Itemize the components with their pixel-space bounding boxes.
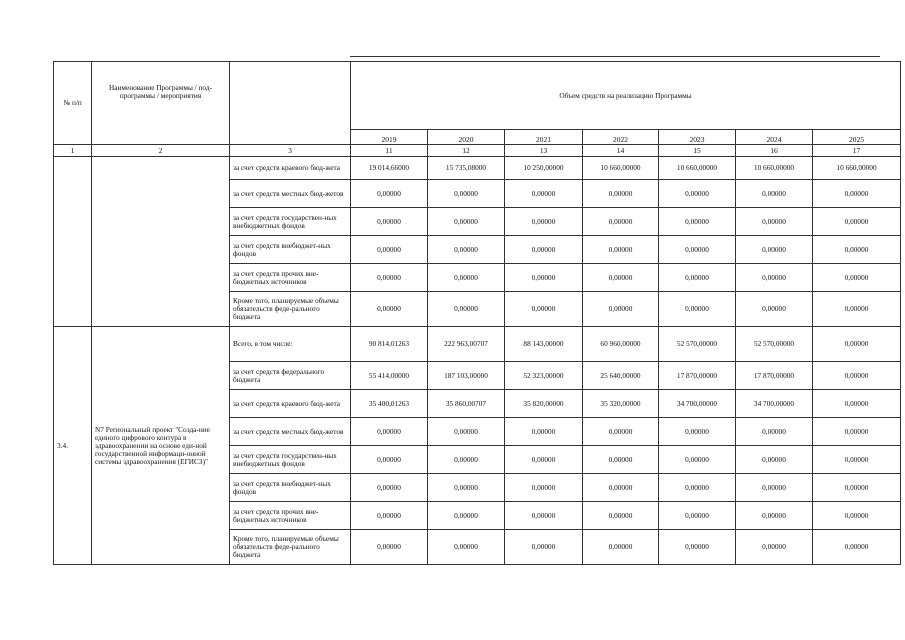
funding-value-2024: 34 700,00000 bbox=[736, 390, 813, 418]
funding-value-2022: 0,00000 bbox=[583, 264, 659, 292]
header-num: № п/п bbox=[54, 62, 92, 145]
funding-value-2019: 0,00000 bbox=[351, 418, 428, 446]
funding-value-2021: 35 820,00000 bbox=[505, 390, 583, 418]
funding-value-2022: 0,00000 bbox=[583, 502, 659, 530]
header-blank bbox=[230, 62, 351, 145]
funding-value-2021: 0,00000 bbox=[505, 208, 583, 236]
funding-value-2022: 35 320,00000 bbox=[583, 390, 659, 418]
funding-value-2023: 0,00000 bbox=[659, 208, 736, 236]
funding-value-2025: 0,00000 bbox=[813, 362, 901, 390]
funding-value-2020: 187 103,00000 bbox=[428, 362, 505, 390]
funding-value-2025: 0,00000 bbox=[813, 236, 901, 264]
funding-value-2021: 0,00000 bbox=[505, 264, 583, 292]
funding-value-2020: 35 860,00707 bbox=[428, 390, 505, 418]
program-name: N7 Региональный проект "Созда-ние единого цифрового контура в здравоохранении на основе еди-ной государственной информаци-онной системы здравоохранения (ЕГИСЗ)" bbox=[92, 327, 230, 565]
funding-value-2021: 88 143,00000 bbox=[505, 327, 583, 362]
year-2025: 2025 bbox=[813, 130, 901, 145]
funding-source: Кроме того, планируемые объемы обязательств феде-рального бюджета bbox=[230, 292, 351, 327]
funding-value-2022: 25 640,00000 bbox=[583, 362, 659, 390]
funding-value-2022: 0,00000 bbox=[583, 208, 659, 236]
funding-value-2025: 0,00000 bbox=[813, 264, 901, 292]
col-index: 17 bbox=[813, 145, 901, 157]
funding-value-2024: 0,00000 bbox=[736, 502, 813, 530]
funding-value-2024: 0,00000 bbox=[736, 180, 813, 208]
column-index-row bbox=[54, 145, 901, 157]
funding-value-2021: 0,00000 bbox=[505, 180, 583, 208]
funding-value-2019: 0,00000 bbox=[351, 474, 428, 502]
table-row bbox=[54, 327, 901, 362]
funding-source: за счет средств государствен-ных внебюджетных фондов bbox=[230, 208, 351, 236]
funding-source: Всего, в том числе: bbox=[230, 327, 351, 362]
funding-value-2024: 0,00000 bbox=[736, 236, 813, 264]
funding-value-2023: 0,00000 bbox=[659, 236, 736, 264]
col-index: 1 bbox=[54, 145, 92, 157]
row-number bbox=[54, 157, 92, 327]
funding-value-2024: 0,00000 bbox=[736, 418, 813, 446]
top-border-line bbox=[350, 56, 880, 57]
funding-value-2022: 0,00000 bbox=[583, 474, 659, 502]
year-2020: 2020 bbox=[428, 130, 505, 145]
funding-value-2019: 0,00000 bbox=[351, 236, 428, 264]
funding-value-2019: 35 400,01263 bbox=[351, 390, 428, 418]
funding-value-2019: 19 014,66000 bbox=[351, 157, 428, 180]
funding-value-2021: 52 323,00000 bbox=[505, 362, 583, 390]
funding-value-2020: 0,00000 bbox=[428, 418, 505, 446]
funding-value-2025: 0,00000 bbox=[813, 446, 901, 474]
funding-value-2020: 0,00000 bbox=[428, 446, 505, 474]
col-index: 11 bbox=[351, 145, 428, 157]
funding-value-2019: 0,00000 bbox=[351, 446, 428, 474]
row-number: 3.4. bbox=[54, 327, 92, 565]
year-2019: 2019 bbox=[351, 130, 428, 145]
funding-value-2019: 0,00000 bbox=[351, 180, 428, 208]
col-index: 15 bbox=[659, 145, 736, 157]
header-volume: Объем средств на реализацию Программы bbox=[351, 62, 901, 130]
funding-value-2023: 52 570,00000 bbox=[659, 327, 736, 362]
funding-value-2020: 0,00000 bbox=[428, 236, 505, 264]
funding-value-2021: 0,00000 bbox=[505, 502, 583, 530]
funding-value-2022: 0,00000 bbox=[583, 236, 659, 264]
header-name: Наименование Программы / под-программы / мероприятия bbox=[92, 62, 230, 145]
funding-source: за счет средств краевого бюд-жета bbox=[230, 390, 351, 418]
funding-value-2019: 90 814,01263 bbox=[351, 327, 428, 362]
funding-value-2019: 0,00000 bbox=[351, 264, 428, 292]
funding-value-2023: 34 700,00000 bbox=[659, 390, 736, 418]
table-row bbox=[54, 157, 901, 180]
funding-value-2024: 0,00000 bbox=[736, 208, 813, 236]
funding-value-2022: 60 960,00000 bbox=[583, 327, 659, 362]
funding-value-2020: 0,00000 bbox=[428, 474, 505, 502]
funding-value-2024: 17 870,00000 bbox=[736, 362, 813, 390]
funding-value-2023: 0,00000 bbox=[659, 502, 736, 530]
col-index: 13 bbox=[505, 145, 583, 157]
funding-value-2025: 0,00000 bbox=[813, 502, 901, 530]
funding-value-2023: 10 660,00000 bbox=[659, 157, 736, 180]
funding-value-2020: 15 735,08000 bbox=[428, 157, 505, 180]
col-index: 12 bbox=[428, 145, 505, 157]
funding-value-2021: 0,00000 bbox=[505, 474, 583, 502]
funding-value-2025: 0,00000 bbox=[813, 327, 901, 362]
funding-value-2020: 0,00000 bbox=[428, 502, 505, 530]
funding-value-2021: 0,00000 bbox=[505, 292, 583, 327]
funding-value-2024: 0,00000 bbox=[736, 474, 813, 502]
funding-source: за счет средств прочих вне-бюджетных источников bbox=[230, 502, 351, 530]
funding-value-2025: 0,00000 bbox=[813, 418, 901, 446]
funding-value-2021: 0,00000 bbox=[505, 530, 583, 565]
funding-value-2020: 0,00000 bbox=[428, 208, 505, 236]
funding-value-2022: 0,00000 bbox=[583, 418, 659, 446]
funding-value-2021: 0,00000 bbox=[505, 418, 583, 446]
funding-value-2021: 0,00000 bbox=[505, 236, 583, 264]
funding-source: за счет средств федерального бюджета bbox=[230, 362, 351, 390]
funding-value-2022: 0,00000 bbox=[583, 530, 659, 565]
program-name bbox=[92, 157, 230, 327]
funding-value-2023: 0,00000 bbox=[659, 418, 736, 446]
funding-value-2024: 0,00000 bbox=[736, 530, 813, 565]
funding-value-2024: 0,00000 bbox=[736, 264, 813, 292]
funding-value-2022: 0,00000 bbox=[583, 292, 659, 327]
funding-value-2024: 52 570,00000 bbox=[736, 327, 813, 362]
funding-source: за счет средств местных бюд-жетов bbox=[230, 418, 351, 446]
funding-value-2025: 0,00000 bbox=[813, 180, 901, 208]
funding-value-2019: 0,00000 bbox=[351, 530, 428, 565]
funding-value-2019: 0,00000 bbox=[351, 292, 428, 327]
funding-value-2025: 0,00000 bbox=[813, 474, 901, 502]
funding-value-2019: 0,00000 bbox=[351, 208, 428, 236]
funding-value-2025: 0,00000 bbox=[813, 530, 901, 565]
funding-value-2023: 0,00000 bbox=[659, 180, 736, 208]
funding-value-2020: 0,00000 bbox=[428, 264, 505, 292]
funding-value-2022: 0,00000 bbox=[583, 446, 659, 474]
funding-value-2021: 10 250,00000 bbox=[505, 157, 583, 180]
funding-value-2025: 0,00000 bbox=[813, 292, 901, 327]
col-index: 2 bbox=[92, 145, 230, 157]
funding-source: за счет средств внебюджет-ных фондов bbox=[230, 236, 351, 264]
funding-source: за счет средств краевого бюд-жета bbox=[230, 157, 351, 180]
funding-value-2020: 0,00000 bbox=[428, 530, 505, 565]
col-index: 3 bbox=[230, 145, 351, 157]
funding-source: за счет средств местных бюд-жетов bbox=[230, 180, 351, 208]
funding-value-2025: 0,00000 bbox=[813, 208, 901, 236]
funding-source: Кроме того, планируемые объемы обязательств феде-рального бюджета bbox=[230, 530, 351, 565]
funding-value-2025: 0,00000 bbox=[813, 390, 901, 418]
col-index: 16 bbox=[736, 145, 813, 157]
funding-value-2023: 0,00000 bbox=[659, 474, 736, 502]
funding-value-2024: 0,00000 bbox=[736, 446, 813, 474]
year-2021: 2021 bbox=[505, 130, 583, 145]
year-2024: 2024 bbox=[736, 130, 813, 145]
col-index: 14 bbox=[583, 145, 659, 157]
funding-source: за счет средств государствен-ных внебюджетных фондов bbox=[230, 446, 351, 474]
funding-value-2023: 0,00000 bbox=[659, 446, 736, 474]
funding-value-2019: 55 414,00000 bbox=[351, 362, 428, 390]
funding-value-2021: 0,00000 bbox=[505, 446, 583, 474]
header-row bbox=[54, 62, 901, 130]
funding-source: за счет средств внебюджет-ных фондов bbox=[230, 474, 351, 502]
funding-value-2023: 0,00000 bbox=[659, 530, 736, 565]
funding-value-2022: 0,00000 bbox=[583, 180, 659, 208]
funding-source: за счет средств прочих вне-бюджетных источников bbox=[230, 264, 351, 292]
funding-value-2024: 0,00000 bbox=[736, 292, 813, 327]
year-2022: 2022 bbox=[583, 130, 659, 145]
program-funding-table bbox=[53, 61, 901, 565]
funding-value-2023: 0,00000 bbox=[659, 264, 736, 292]
funding-value-2020: 222 963,00707 bbox=[428, 327, 505, 362]
funding-value-2022: 10 660,00000 bbox=[583, 157, 659, 180]
funding-value-2020: 0,00000 bbox=[428, 292, 505, 327]
funding-value-2024: 10 660,00000 bbox=[736, 157, 813, 180]
funding-value-2020: 0,00000 bbox=[428, 180, 505, 208]
funding-value-2025: 10 660,00000 bbox=[813, 157, 901, 180]
year-2023: 2023 bbox=[659, 130, 736, 145]
funding-value-2019: 0,00000 bbox=[351, 502, 428, 530]
funding-value-2023: 17 870,00000 bbox=[659, 362, 736, 390]
funding-value-2023: 0,00000 bbox=[659, 292, 736, 327]
